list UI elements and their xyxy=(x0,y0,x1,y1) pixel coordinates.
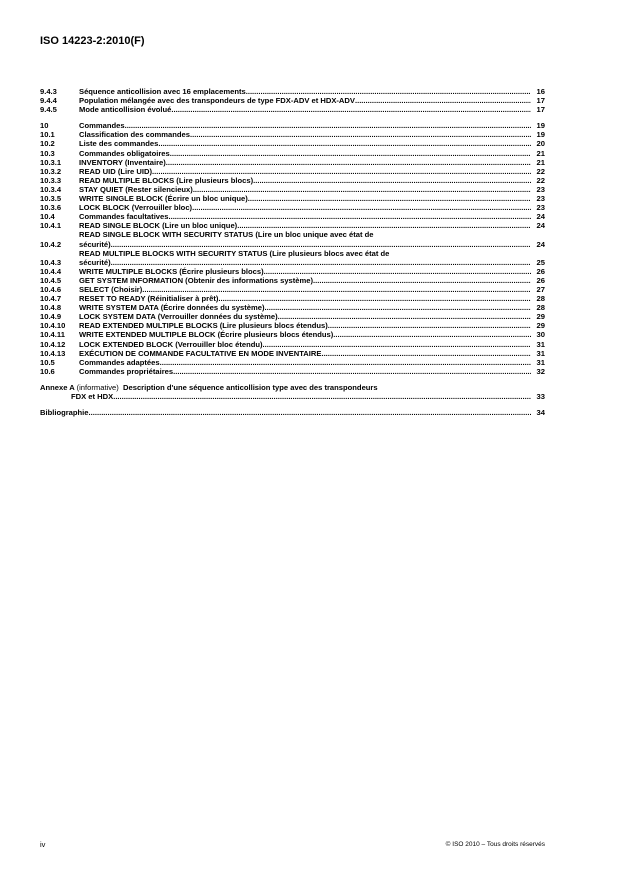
toc-group-10 xyxy=(40,121,545,230)
toc-entry-page: 23 xyxy=(536,184,545,194)
toc-entry-page: 22 xyxy=(536,175,545,185)
toc-entry-number: 10.3.6 xyxy=(40,203,62,213)
toc-entry[interactable] xyxy=(40,212,545,221)
toc-entry-title: WRITE MULTIPLE BLOCKS (Écrire plusieurs blocs) xyxy=(79,266,264,276)
toc-group-10-4 xyxy=(40,267,545,376)
toc-entry[interactable] xyxy=(40,294,545,303)
toc-entry-number: 10.4.3 xyxy=(40,257,62,267)
toc-annex-entry[interactable] xyxy=(40,383,545,401)
toc-entry-number: 10.4.9 xyxy=(40,312,62,322)
toc-entry-page: 32 xyxy=(536,366,545,376)
toc-entry-page: 25 xyxy=(536,257,545,267)
toc-entry-title: INVENTORY (Inventaire) xyxy=(79,157,166,167)
toc-entry[interactable] xyxy=(40,330,545,339)
toc-entry-page: 28 xyxy=(536,294,545,304)
toc-entry-number: 10.4.12 xyxy=(40,339,66,349)
annex-title-cont: FDX et HDX xyxy=(71,392,114,401)
toc-entry-title: Commandes adaptées xyxy=(79,357,160,367)
toc-entry-number: 10.2 xyxy=(40,139,55,149)
toc-group-9 xyxy=(40,87,545,114)
toc-entry[interactable] xyxy=(40,267,545,276)
toc-entry-title: LOCK SYSTEM DATA (Verrouiller données du système) xyxy=(79,312,278,322)
toc-entry-title: Classification des commandes xyxy=(79,130,190,140)
toc-entry-title: READ SINGLE BLOCK (Lire un bloc unique) xyxy=(79,221,238,231)
toc-entry-number: 10.4.4 xyxy=(40,266,62,276)
toc-entry-page: 17 xyxy=(536,96,545,106)
toc-entry[interactable] xyxy=(40,105,545,114)
toc-entry-title: GET SYSTEM INFORMATION (Obtenir des informations système) xyxy=(79,275,314,285)
toc-entry-page: 31 xyxy=(536,348,545,358)
toc-entry-number: 10.4.1 xyxy=(40,221,62,231)
toc-entry-page: 34 xyxy=(536,408,545,418)
toc-entry[interactable] xyxy=(40,230,545,248)
toc-entry[interactable] xyxy=(40,349,545,358)
toc-entry-page: 26 xyxy=(536,275,545,285)
toc-entry-title: RESET TO READY (Réinitialiser à prêt) xyxy=(79,294,219,304)
toc-entry-number: 10.3.1 xyxy=(40,157,62,167)
toc-entry-number: 10.3.5 xyxy=(40,194,62,204)
toc-entry[interactable] xyxy=(40,121,545,130)
toc-entry-title: READ SINGLE BLOCK WITH SECURITY STATUS (Lire un bloc unique avec état de xyxy=(79,230,374,240)
toc-entry-number: 10.5 xyxy=(40,357,55,367)
toc-entry[interactable] xyxy=(40,203,545,212)
toc-entry[interactable] xyxy=(40,130,545,139)
toc-entry-number: 10.4.2 xyxy=(40,239,62,249)
toc-entry[interactable] xyxy=(40,221,545,230)
table-of-contents xyxy=(40,87,545,417)
toc-entry-page: 19 xyxy=(536,121,545,131)
toc-entry[interactable] xyxy=(40,149,545,158)
toc-entry-number: 10 xyxy=(40,121,49,131)
toc-entry[interactable] xyxy=(40,249,545,267)
annex-title: Description d'une séquence anticollision type avec des transpondeurs xyxy=(123,382,378,392)
toc-entry-title: EXÉCUTION DE COMMANDE FACULTATIVE EN MODE INVENTAIRE xyxy=(79,348,322,358)
toc-entry-title: LOCK BLOCK (Verrouiller bloc) xyxy=(79,203,193,213)
toc-entry[interactable] xyxy=(40,276,545,285)
toc-entry[interactable] xyxy=(40,285,545,294)
toc-entry-title: STAY QUIET (Rester silencieux) xyxy=(79,184,193,194)
toc-entry-number: 10.4.6 xyxy=(40,284,62,294)
toc-entry-title: Population mélangée avec des transpondeurs de type FDX-ADV et HDX-ADV xyxy=(79,96,355,106)
toc-entry-page: 19 xyxy=(536,130,545,140)
toc-entry[interactable] xyxy=(40,96,545,105)
toc-entry-page: 16 xyxy=(536,87,545,96)
toc-entry-page: 30 xyxy=(536,330,545,340)
page-number: iv xyxy=(40,840,46,849)
toc-entry[interactable] xyxy=(40,167,545,176)
toc-entry-number: 10.4.13 xyxy=(40,348,66,358)
toc-entry-title: WRITE SINGLE BLOCK (Écrire un bloc unique) xyxy=(79,194,248,204)
toc-entry-title: READ EXTENDED MULTIPLE BLOCKS (Lire plusieurs blocs étendus) xyxy=(79,321,328,331)
toc-entry[interactable] xyxy=(40,312,545,321)
toc-entry[interactable] xyxy=(40,139,545,148)
toc-entry[interactable] xyxy=(40,367,545,376)
toc-entry-number: 10.4.7 xyxy=(40,294,62,304)
toc-entry-number: 10.4.5 xyxy=(40,275,62,285)
toc-entry-page: 24 xyxy=(536,221,545,231)
toc-entry[interactable] xyxy=(40,176,545,185)
toc-entry-title-cont: sécurité) xyxy=(79,239,111,249)
toc-entry-number: 10.4.8 xyxy=(40,303,62,313)
toc-entry-page: 21 xyxy=(536,157,545,167)
toc-entry-page: 23 xyxy=(536,194,545,204)
toc-bibliography-entry[interactable] xyxy=(40,408,545,417)
toc-entry-number: 10.3.4 xyxy=(40,184,62,194)
toc-entry[interactable] xyxy=(40,321,545,330)
toc-entry[interactable] xyxy=(40,358,545,367)
toc-entry-page: 17 xyxy=(536,105,545,115)
toc-entry-page: 26 xyxy=(536,266,545,276)
toc-entry-page: 31 xyxy=(536,357,545,367)
toc-entry[interactable] xyxy=(40,303,545,312)
bibliography-title: Bibliographie xyxy=(40,408,89,418)
toc-entry-title: Commandes facultatives xyxy=(79,212,169,222)
toc-entry-number: 10.4 xyxy=(40,212,55,222)
toc-entry-page: 24 xyxy=(536,212,545,222)
toc-entry-title-cont: sécurité) xyxy=(79,257,111,267)
toc-entry-number: 9.4.5 xyxy=(40,105,57,115)
toc-entry-number: 10.3.3 xyxy=(40,175,62,185)
toc-entry-page: 20 xyxy=(536,139,545,149)
toc-entry-title: Mode anticollision évolué xyxy=(79,105,172,115)
toc-entry-page: 22 xyxy=(536,166,545,176)
toc-entry-title: WRITE SYSTEM DATA (Écrire données du système) xyxy=(79,303,265,313)
toc-entry-number: 10.4.11 xyxy=(40,330,65,340)
toc-entry-number: 10.1 xyxy=(40,130,55,140)
toc-entry-page: 24 xyxy=(536,239,545,249)
document-header: ISO 14223-2:2010(F) xyxy=(40,35,145,47)
toc-entry-page: 28 xyxy=(536,303,545,313)
toc-entry-title: Commandes obligatoires xyxy=(79,148,170,158)
toc-entry[interactable] xyxy=(40,194,545,203)
toc-entry-number: 9.4.3 xyxy=(40,87,57,96)
toc-entry-title: Liste des commandes xyxy=(79,139,159,149)
toc-entry-title: Commandes xyxy=(79,121,125,131)
toc-entry-title: READ MULTIPLE BLOCKS (Lire plusieurs blocs) xyxy=(79,175,254,185)
toc-entry-page: 23 xyxy=(536,203,545,213)
toc-entry-page: 27 xyxy=(536,284,545,294)
toc-entry[interactable] xyxy=(40,185,545,194)
toc-entry-page: 33 xyxy=(536,392,545,401)
toc-entry-title: Commandes propriétaires xyxy=(79,366,174,376)
toc-entry[interactable] xyxy=(40,87,545,96)
toc-entry-title: SELECT (Choisir) xyxy=(79,284,143,294)
toc-entry-title: WRITE EXTENDED MULTIPLE BLOCK (Écrire plusieurs blocs étendus) xyxy=(79,330,334,340)
toc-entry-title: Séquence anticollision avec 16 emplacements xyxy=(79,87,246,96)
annex-label: Annexe A xyxy=(40,382,75,392)
toc-entry-title: LOCK EXTENDED BLOCK (Verrouiller bloc étendu) xyxy=(79,339,263,349)
toc-entry-number: 10.3.2 xyxy=(40,166,62,176)
toc-entry-title: READ UID (Lire UID) xyxy=(79,166,152,176)
toc-entry-title: READ MULTIPLE BLOCKS WITH SECURITY STATUS (Lire plusieurs blocs avec état de xyxy=(79,248,390,258)
toc-entry-page: 31 xyxy=(536,339,545,349)
toc-entry[interactable] xyxy=(40,158,545,167)
toc-entry-page: 29 xyxy=(536,321,545,331)
copyright-notice: © ISO 2010 – Tous droits réservés xyxy=(445,841,545,848)
annex-type: (informative) xyxy=(76,382,119,392)
toc-entry-number: 10.4.10 xyxy=(40,321,66,331)
toc-entry-page: 29 xyxy=(536,312,545,322)
toc-entry-number: 10.6 xyxy=(40,366,55,376)
toc-entry[interactable] xyxy=(40,340,545,349)
toc-entry-number: 9.4.4 xyxy=(40,96,57,106)
toc-entry-number: 10.3 xyxy=(40,148,55,158)
toc-entry-page: 21 xyxy=(536,148,545,158)
